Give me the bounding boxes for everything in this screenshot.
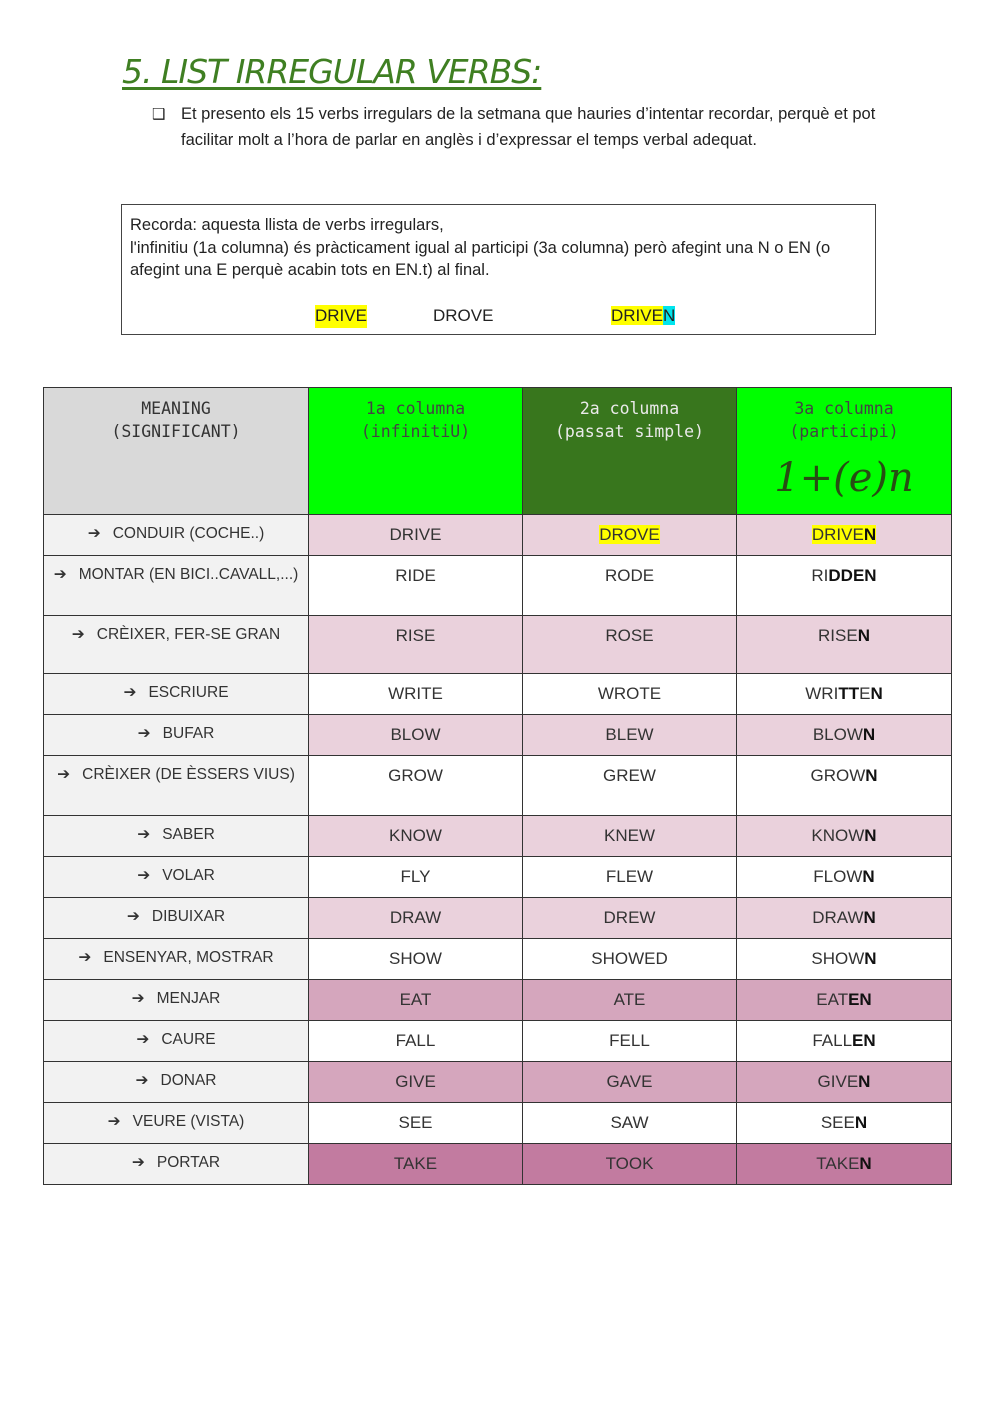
past-simple-cell [523,715,737,756]
past-simple-cell [523,980,737,1021]
participle-segment: DDEN [828,566,877,585]
meaning-cell [44,674,309,715]
participle-cell [737,616,952,674]
table-row [44,1021,952,1062]
participle-segment: DRIVE [811,525,864,544]
participle-segment: BLOW [812,725,863,744]
participle-cell [737,556,952,616]
meaning-text: ESCRIURE [148,684,229,701]
participle-segment: N [863,908,876,927]
meaning-text: CRÈIXER (DE ÈSSERS VIUS) [82,766,295,783]
table-row [44,556,952,616]
arrow-right-icon: ➔ [57,766,71,783]
header-col1-line1: 1a columna [365,399,466,418]
arrow-right-icon: ➔ [107,1113,121,1130]
example-participle [611,305,675,328]
participle-cell [737,515,952,556]
example-participle-base: DRIVE [611,306,663,325]
infinitive-cell: SEE [309,1103,523,1144]
meaning-text: MENJAR [156,990,221,1007]
header-col3-line1: 3a columna [794,399,894,418]
past-simple-cell [523,1103,737,1144]
header-col3-line2: (participi) [789,422,899,441]
header-col3-handwritten-note: 1+(e)n [774,455,914,501]
participle-segment: SHOW [811,949,865,968]
table-header-row [44,388,952,515]
participle-cell [737,1021,952,1062]
participle-segment: TT [838,684,860,703]
meaning-cell [44,816,309,857]
meaning-text: BUFAR [162,725,215,742]
participle-segment: N [864,826,877,845]
participle-cell [737,816,952,857]
meaning-cell [44,898,309,939]
arrow-right-icon: ➔ [135,1072,149,1089]
example-past: DROVE [433,306,494,325]
arrow-right-icon: ➔ [136,1031,150,1048]
infinitive-cell: GIVE [309,1062,523,1103]
intro-text: Et presento els 15 verbs irregulars de la setmana que hauries d’intentar recordar, perquè et pot facilitar molt a l’hora de parlar en anglès i d’expressar el temps verbal adequat. [181,105,876,149]
participle-segment: EN [852,1031,876,1050]
table-row [44,1103,952,1144]
meaning-text: MONTAR (EN BICI..CAVALL,...) [78,566,299,583]
meaning-text: VOLAR [162,867,215,884]
participle-segment: N [854,1113,868,1132]
arrow-right-icon: ➔ [71,626,85,643]
participle-segment: EAT [816,990,849,1009]
participle-segment: DRAW [812,908,864,927]
participle-segment: N [862,725,876,744]
header-meaning-line1: MEANING [141,399,211,418]
meaning-cell [44,756,309,816]
arrow-right-icon: ➔ [87,525,101,542]
participle-segment: KNOW [811,826,865,845]
participle-segment: GIVE [817,1072,859,1091]
table-row [44,898,952,939]
infinitive-cell: BLOW [309,715,523,756]
meaning-cell [44,1144,309,1185]
checkbox-bullet-icon: ❑ [152,106,166,123]
reminder-line-2: l'infinitiu (1a columna) és pràcticament igual al participi (3a columna) però afegint una N o EN (o afegint una E perquè acabin tots en EN.t) al final. [130,238,831,279]
reminder-box [121,204,876,335]
past-simple-cell [523,1062,737,1103]
past-simple-text: ROSE [605,626,654,645]
table-row [44,857,952,898]
meaning-cell [44,857,309,898]
arrow-right-icon: ➔ [137,725,151,742]
past-simple-text: DREW [603,908,656,927]
table-row [44,616,952,674]
irregular-verbs-table [43,387,952,1185]
header-col1 [309,388,523,515]
meaning-text: CRÈIXER, FER-SE GRAN [96,626,281,643]
infinitive-cell: DRIVE [309,515,523,556]
participle-cell [737,980,952,1021]
table-row [44,515,952,556]
meaning-cell [44,939,309,980]
reminder-line-1: Recorda: aquesta llista de verbs irregulars, [130,216,444,234]
past-simple-cell [523,857,737,898]
past-simple-text: BLEW [605,725,654,744]
past-simple-text: RODE [604,566,655,585]
participle-cell [737,898,952,939]
header-col2-line2: (passat simple) [554,422,704,441]
meaning-cell [44,715,309,756]
participle-segment: FLOW [813,867,863,886]
infinitive-cell: TAKE [309,1144,523,1185]
past-simple-cell [523,756,737,816]
past-simple-text: KNEW [604,826,655,845]
past-simple-text: SHOWED [591,949,668,968]
header-meaning [44,388,309,515]
table-row [44,816,952,857]
table-row [44,980,952,1021]
participle-segment: N [859,1154,872,1173]
table-row [44,674,952,715]
participle-cell [737,1062,952,1103]
infinitive-cell: EAT [309,980,523,1021]
past-simple-cell [523,1021,737,1062]
arrow-right-icon: ➔ [53,566,67,583]
past-simple-text: TOOK [605,1154,654,1173]
arrow-right-icon: ➔ [131,990,145,1007]
table-row [44,756,952,816]
infinitive-cell: SHOW [309,939,523,980]
infinitive-cell: FALL [309,1021,523,1062]
meaning-text: DIBUIXAR [151,908,226,925]
past-simple-text: GAVE [606,1072,653,1091]
participle-segment: N [864,949,877,968]
participle-cell [737,1103,952,1144]
participle-segment: TAKE [816,1154,860,1173]
meaning-text: DONAR [160,1072,217,1089]
participle-segment: EN [848,990,872,1009]
participle-segment: N [865,766,878,785]
meaning-text: SABER [162,826,215,843]
participle-cell [737,1144,952,1185]
infinitive-cell: FLY [309,857,523,898]
arrow-right-icon: ➔ [123,684,137,701]
participle-segment: N [857,626,870,645]
past-simple-cell [523,515,737,556]
participle-segment: N [870,684,883,703]
past-simple-text: DROVE [599,525,660,544]
arrow-right-icon: ➔ [137,826,151,843]
meaning-cell [44,556,309,616]
past-simple-text: GREW [603,766,656,785]
table-row [44,715,952,756]
header-col2-line1: 2a columna [579,399,680,418]
participle-segment: GROW [810,766,866,785]
intro-paragraph [152,102,882,153]
past-simple-cell [523,616,737,674]
past-simple-cell [523,674,737,715]
participle-cell [737,756,952,816]
participle-segment: RISE [818,626,858,645]
infinitive-cell: RIDE [309,556,523,616]
header-col2 [523,388,737,515]
meaning-text: VEURE (VISTA) [132,1113,245,1130]
participle-cell [737,939,952,980]
example-participle-suffix: N [662,306,676,325]
arrow-right-icon: ➔ [131,1154,145,1171]
past-simple-text: ATE [613,990,646,1009]
meaning-text: CAURE [161,1031,216,1048]
meaning-cell [44,1021,309,1062]
reminder-example [122,305,875,329]
verb-rows [44,515,952,1185]
meaning-cell [44,980,309,1021]
infinitive-cell: KNOW [309,816,523,857]
meaning-text: ENSENYAR, MOSTRAR [103,949,274,966]
arrow-right-icon: ➔ [126,908,140,925]
participle-cell [737,857,952,898]
infinitive-cell: RISE [309,616,523,674]
meaning-cell [44,1062,309,1103]
arrow-right-icon: ➔ [137,867,151,884]
meaning-text: CONDUIR (COCHE..) [112,525,265,542]
arrow-right-icon: ➔ [78,949,92,966]
header-col1-line2: (infinitiU) [360,422,471,441]
table-row [44,939,952,980]
participle-segment: N [858,1072,871,1091]
page-title: 5. LIST IRREGULAR VERBS: [122,52,542,91]
participle-segment: FALL [812,1031,853,1050]
participle-cell [737,715,952,756]
past-simple-cell [523,1144,737,1185]
infinitive-cell: WRITE [309,674,523,715]
participle-segment: WRI [805,684,839,703]
header-col3 [737,388,952,515]
past-simple-cell [523,816,737,857]
participle-segment: SEE [820,1113,855,1132]
past-simple-cell [523,898,737,939]
header-meaning-line2: (SIGNIFICANT) [111,422,241,441]
meaning-cell [44,515,309,556]
past-simple-text: FLEW [605,867,654,886]
table-row [44,1062,952,1103]
participle-segment: N [862,867,875,886]
past-simple-text: WROTE [597,684,662,703]
meaning-cell [44,1103,309,1144]
table-row [44,1144,952,1185]
example-infinitive: DRIVE [315,305,367,328]
meaning-cell [44,616,309,674]
participle-segment: E [859,684,871,703]
infinitive-cell: GROW [309,756,523,816]
infinitive-cell: DRAW [309,898,523,939]
participle-segment: RI [811,566,829,585]
participle-cell [737,674,952,715]
participle-segment: N [863,525,877,544]
meaning-text: PORTAR [156,1154,221,1171]
past-simple-text: SAW [610,1113,649,1132]
past-simple-text: FELL [609,1031,650,1050]
past-simple-cell [523,939,737,980]
past-simple-cell [523,556,737,616]
